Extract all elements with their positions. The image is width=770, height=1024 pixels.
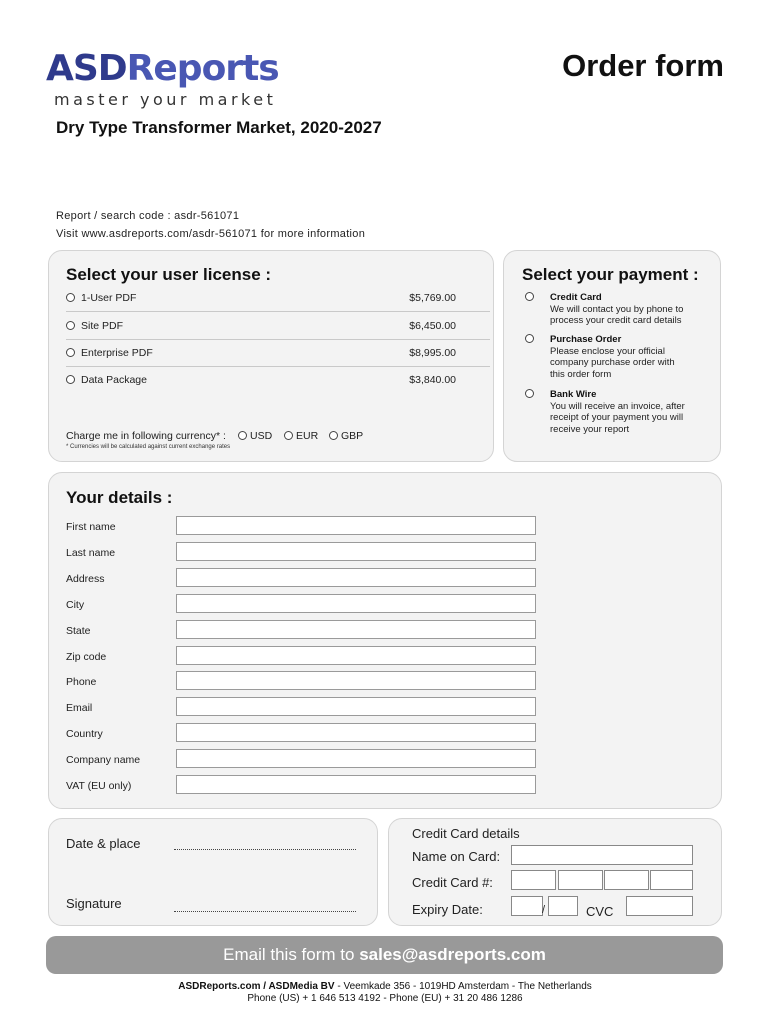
expiry-separator: / bbox=[542, 904, 546, 916]
currency-name: EUR bbox=[296, 430, 319, 442]
address-field[interactable] bbox=[176, 568, 536, 587]
field-label: Address bbox=[66, 573, 105, 585]
card-number-field-2[interactable] bbox=[558, 870, 603, 890]
brand-name-part1: ASD bbox=[46, 48, 127, 89]
radio-button[interactable] bbox=[525, 334, 534, 343]
radio-button[interactable] bbox=[329, 431, 338, 440]
currency-option-eur[interactable] bbox=[284, 430, 318, 442]
credit-card-title: Credit Card details bbox=[412, 826, 520, 841]
field-label: First name bbox=[66, 521, 116, 533]
field-label: Country bbox=[66, 728, 103, 740]
company-name-field[interactable] bbox=[176, 749, 536, 768]
field-label: Company name bbox=[66, 754, 141, 766]
last-name-field[interactable] bbox=[176, 542, 536, 561]
city-field[interactable] bbox=[176, 594, 536, 613]
brand-tagline: master your market bbox=[54, 90, 277, 109]
zip-code-field[interactable] bbox=[176, 646, 536, 665]
payment-desc-line: receipt of your payment you will bbox=[550, 412, 684, 423]
radio-button[interactable] bbox=[238, 431, 247, 440]
footer-company: ASDReports.com / ASDMedia BV bbox=[178, 981, 335, 992]
details-title: Your details : bbox=[66, 488, 173, 507]
date-place-line[interactable] bbox=[174, 849, 356, 850]
email-form-bar[interactable] bbox=[46, 936, 723, 974]
license-option[interactable] bbox=[66, 318, 456, 338]
card-number-field-4[interactable] bbox=[650, 870, 693, 890]
field-label: VAT (EU only) bbox=[66, 780, 132, 792]
radio-button[interactable] bbox=[66, 321, 75, 330]
license-title: Select your user license : bbox=[66, 265, 272, 284]
card-number-label: Credit Card #: bbox=[412, 875, 493, 890]
license-option[interactable] bbox=[66, 372, 456, 392]
radio-button[interactable] bbox=[525, 389, 534, 398]
footer-address: Veemkade 356 - 1019HD Amsterdam - The Netherlands bbox=[343, 981, 592, 992]
radio-button[interactable] bbox=[66, 375, 75, 384]
footer-phones: Phone (US) + 1 646 513 4192 - Phone (EU) + 31 20 486 1286 bbox=[247, 993, 523, 1004]
brand-logo bbox=[46, 50, 279, 109]
payment-option-credit-card[interactable] bbox=[525, 292, 705, 327]
cvc-field[interactable] bbox=[626, 896, 693, 916]
email-bar-prefix: Email this form to bbox=[223, 945, 360, 964]
payment-title: Select your payment : bbox=[522, 265, 699, 284]
payment-desc-line: company purchase order with bbox=[550, 357, 675, 368]
field-label: Zip code bbox=[66, 651, 107, 663]
radio-button[interactable] bbox=[66, 348, 75, 357]
license-name: Site PDF bbox=[81, 320, 124, 332]
license-name: Data Package bbox=[81, 374, 147, 386]
field-label: Last name bbox=[66, 547, 116, 559]
signature-label: Signature bbox=[66, 896, 122, 911]
date-place-label: Date & place bbox=[66, 836, 141, 851]
payment-desc-line: Please enclose your official bbox=[550, 345, 665, 357]
license-price: $6,450.00 bbox=[409, 320, 456, 332]
payment-desc-line: We will contact you by phone to bbox=[550, 303, 684, 315]
field-label: Email bbox=[66, 702, 93, 714]
email-address-link[interactable]: sales@asdreports.com bbox=[359, 945, 546, 964]
order-form-title: Order form bbox=[562, 48, 724, 83]
payment-name: Credit Card bbox=[550, 292, 602, 303]
divider bbox=[66, 311, 490, 312]
vat-field[interactable] bbox=[176, 775, 536, 794]
signature-line[interactable] bbox=[174, 911, 356, 912]
currency-label: Charge me in following currency* : bbox=[66, 430, 226, 442]
currency-note: * Currencies will be calculated against current exchange rates bbox=[66, 444, 231, 450]
card-number-field-3[interactable] bbox=[604, 870, 649, 890]
expiry-label: Expiry Date: bbox=[412, 902, 483, 917]
footer-address-line bbox=[0, 981, 770, 992]
payment-name: Purchase Order bbox=[550, 334, 622, 345]
divider bbox=[66, 339, 490, 340]
state-field[interactable] bbox=[176, 620, 536, 639]
payment-desc-line: You will receive an invoice, after bbox=[550, 400, 685, 412]
license-name: Enterprise PDF bbox=[81, 347, 153, 359]
payment-option-purchase-order[interactable] bbox=[525, 334, 705, 380]
phone-field[interactable] bbox=[176, 671, 536, 690]
payment-desc-line: this order form bbox=[550, 368, 612, 380]
field-label: State bbox=[66, 625, 91, 637]
payment-option-bank-wire[interactable] bbox=[525, 389, 705, 435]
license-price: $5,769.00 bbox=[409, 292, 456, 304]
country-field[interactable] bbox=[176, 723, 536, 742]
field-label: Phone bbox=[66, 676, 97, 688]
card-number-field-1[interactable] bbox=[511, 870, 556, 890]
footer-dash: - bbox=[334, 981, 344, 992]
radio-button[interactable] bbox=[284, 431, 293, 440]
email-field[interactable] bbox=[176, 697, 536, 716]
payment-name: Bank Wire bbox=[550, 389, 597, 400]
first-name-field[interactable] bbox=[176, 516, 536, 535]
radio-button[interactable] bbox=[525, 292, 534, 301]
payment-desc-line: process your credit card details bbox=[550, 315, 682, 326]
field-label: City bbox=[66, 599, 85, 611]
report-title: Dry Type Transformer Market, 2020-2027 bbox=[56, 118, 382, 137]
payment-desc-line: receive your report bbox=[550, 423, 630, 435]
brand-name bbox=[46, 50, 279, 88]
currency-option-gbp[interactable] bbox=[329, 430, 363, 442]
report-code: Report / search code : asdr-561071 bbox=[56, 210, 240, 222]
cvc-label: CVC bbox=[586, 904, 614, 919]
license-option[interactable] bbox=[66, 345, 456, 365]
currency-option-usd[interactable] bbox=[238, 430, 272, 442]
license-option[interactable] bbox=[66, 290, 456, 310]
currency-name: GBP bbox=[341, 430, 364, 442]
name-on-card-label: Name on Card: bbox=[412, 849, 501, 864]
expiry-year-field[interactable] bbox=[548, 896, 578, 916]
license-price: $8,995.00 bbox=[409, 347, 456, 359]
radio-button[interactable] bbox=[66, 293, 75, 302]
report-visit-link[interactable]: Visit www.asdreports.com/asdr-561071 for more information bbox=[56, 228, 366, 240]
brand-name-part2: Reports bbox=[126, 48, 279, 89]
currency-name: USD bbox=[250, 430, 273, 442]
license-name: 1-User PDF bbox=[81, 292, 137, 304]
name-on-card-field[interactable] bbox=[511, 845, 693, 865]
license-price: $3,840.00 bbox=[409, 374, 456, 386]
expiry-month-field[interactable] bbox=[511, 896, 546, 916]
divider bbox=[66, 366, 490, 367]
